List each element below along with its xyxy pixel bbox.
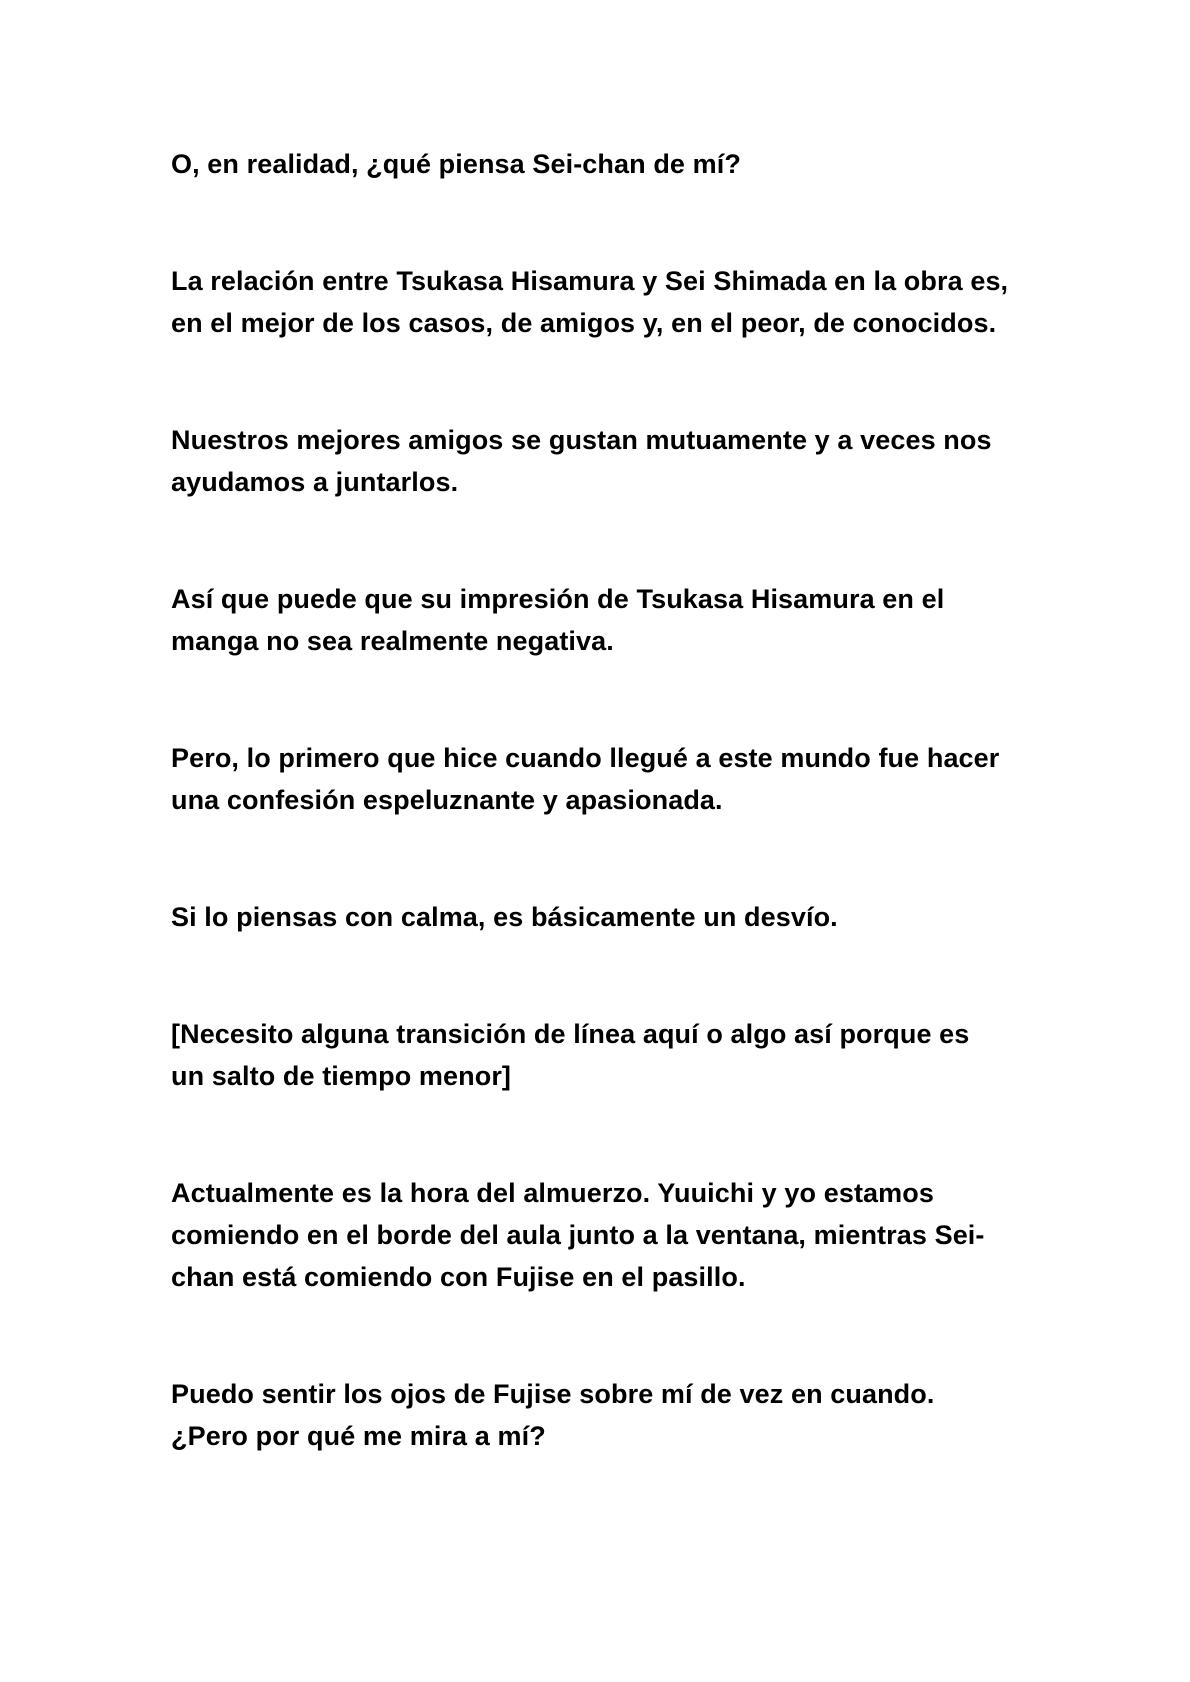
paragraph-1: O, en realidad, ¿qué piensa Sei-chan de mí? (171, 149, 741, 179)
paragraph-3: Nuestros mejores amigos se gustan mutuamente y a veces nos ayudamos a juntarlos. (171, 425, 992, 497)
paragraph-7: [Necesito alguna transición de línea aquí o algo así porque es un salto de tiempo menor] (171, 1019, 970, 1091)
paragraph-8: Actualmente es la hora del almuerzo. Yuuichi y yo estamos comiendo en el borde del aula junto a la ventana, mientras Sei- chan está comiendo con Fujise en el pasillo. (171, 1178, 985, 1292)
paragraph-6: Si lo piensas con calma, es básicamente un desvío. (171, 902, 838, 932)
paragraph-5: Pero, lo primero que hice cuando llegué a este mundo fue hacer una confesión espeluznante y apasionada. (171, 743, 1000, 815)
paragraph-9: Puedo sentir los ojos de Fujise sobre mí de vez en cuando. ¿Pero por qué me mira a mí? (171, 1379, 935, 1451)
paragraph-4: Así que puede que su impresión de Tsukasa Hisamura en el manga no sea realmente negativa. (171, 584, 945, 656)
paragraph-2: La relación entre Tsukasa Hisamura y Sei Shimada en la obra es, en el mejor de los casos, de amigos y, en el peor, de conocidos. (171, 266, 1009, 338)
